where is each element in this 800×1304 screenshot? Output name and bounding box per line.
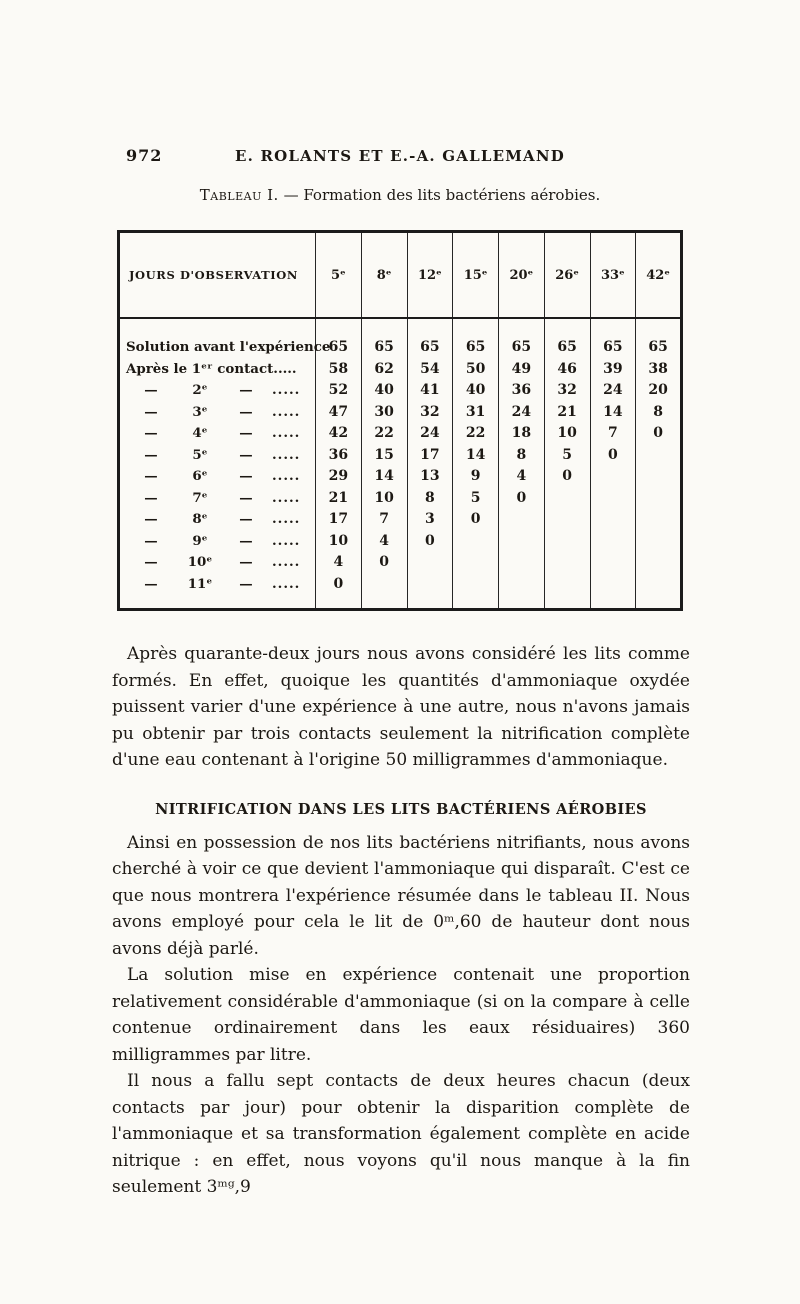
value-cell: 22 — [453, 423, 499, 445]
table-row — [119, 509, 682, 531]
label-part: — — [239, 511, 253, 527]
label-part: ..... — [272, 425, 301, 441]
value-cell: 0 — [636, 423, 682, 445]
label-part: ..... — [272, 511, 301, 527]
value-cell — [636, 466, 682, 488]
value-cell — [590, 488, 636, 510]
value-cell — [636, 531, 682, 553]
label-part: ..... — [272, 446, 301, 463]
contact-ordinal: 8ᵉ — [192, 511, 208, 527]
row-label — [119, 380, 316, 402]
contact-ordinal: 2ᵉ — [192, 382, 208, 398]
label-part: — — [144, 425, 158, 441]
col-header-observation-days: JOURS D'OBSERVATION — [129, 268, 298, 282]
value-cell: 4 — [361, 531, 407, 553]
value-cell: 65 — [361, 318, 407, 359]
table-row — [119, 445, 682, 467]
contact-ordinal: 9ᵉ — [192, 532, 208, 549]
value-cell: 10 — [316, 531, 362, 553]
label-part: — — [144, 382, 158, 398]
value-cell — [453, 574, 499, 610]
contact-ordinal: 5ᵉ — [192, 446, 208, 463]
label-part: ..... — [272, 554, 301, 570]
label-part: — — [239, 382, 253, 398]
value-cell: 30 — [361, 402, 407, 424]
contact-ordinal: 3ᵉ — [192, 403, 208, 420]
label-part: — — [239, 468, 253, 484]
row-label: Solution avant l'expérience — [126, 339, 331, 355]
contact-ordinal: 6ᵉ — [192, 468, 208, 484]
paragraph-nitrification-1: Ainsi en possession de nos lits bactériens nitrifiants, nous avons cherché à voir ce que devient l'ammoniaque qui disparaît. C'est ce que nous montrera l'expérience résumée dans le tableau II. Nous avons employé pour cela le lit de 0ᵐ,60 de hauteur dont nous avons déjà parlé. — [112, 832, 690, 959]
value-cell: 14 — [590, 402, 636, 424]
row-label — [119, 402, 316, 424]
value-cell: 50 — [453, 359, 499, 381]
value-cell: 14 — [453, 445, 499, 467]
value-cell: 46 — [544, 359, 590, 381]
value-cell: 22 — [361, 423, 407, 445]
value-cell: 65 — [544, 318, 590, 359]
value-cell: 5 — [544, 445, 590, 467]
page-number: 972 — [126, 146, 163, 165]
value-cell: 0 — [499, 488, 545, 510]
value-cell: 47 — [316, 402, 362, 424]
value-cell: 20 — [636, 380, 682, 402]
value-cell: 0 — [316, 574, 362, 610]
label-part: ..... — [272, 575, 301, 592]
value-cell: 21 — [544, 402, 590, 424]
label-part: — — [239, 532, 253, 549]
paragraph-nitrification-3: Il nous a fallu sept contacts de deux heures chacun (deux contacts par jour) pour obtenir la disparition complète de l'ammoniaque et sa transformation également complète en acide nitrique : en effet, nous voyons qu'il nous manque à la fin seulement 3ᵐᵍ,9 — [112, 1071, 690, 1197]
value-cell: 4 — [499, 466, 545, 488]
value-cell: 0 — [453, 509, 499, 531]
table-row — [119, 488, 682, 510]
table-row — [119, 531, 682, 553]
table-row — [119, 423, 682, 445]
value-cell: 65 — [316, 318, 362, 359]
label-part: ..... — [272, 382, 301, 398]
label-part: — — [144, 511, 158, 527]
table-row — [119, 402, 682, 424]
value-cell: 32 — [544, 380, 590, 402]
label-part: — — [239, 575, 253, 592]
value-cell: 9 — [453, 466, 499, 488]
value-cell: 65 — [407, 318, 453, 359]
table-row — [119, 359, 682, 381]
row-label — [119, 531, 316, 553]
value-cell — [407, 552, 453, 574]
value-cell: 36 — [316, 445, 362, 467]
value-cell: 65 — [499, 318, 545, 359]
contact-ordinal: 7ᵉ — [192, 489, 208, 506]
col-header-day: 15ᵉ — [453, 232, 499, 319]
col-header-day: 12ᵉ — [407, 232, 453, 319]
table-row — [119, 574, 682, 610]
value-cell: 24 — [407, 423, 453, 445]
value-cell: 7 — [361, 509, 407, 531]
value-cell: 8 — [499, 445, 545, 467]
value-cell: 0 — [407, 531, 453, 553]
value-cell — [544, 488, 590, 510]
value-cell: 10 — [361, 488, 407, 510]
value-cell — [636, 488, 682, 510]
value-cell: 29 — [316, 466, 362, 488]
label-part: ..... — [272, 468, 301, 484]
label-part: — — [144, 403, 158, 420]
table-caption-text: — Formation des lits bactériens aérobies. — [278, 186, 601, 204]
page-header — [112, 146, 688, 170]
value-cell: 39 — [590, 359, 636, 381]
value-cell: 15 — [361, 445, 407, 467]
value-cell — [636, 509, 682, 531]
value-cell: 8 — [407, 488, 453, 510]
value-cell — [544, 574, 590, 610]
value-cell — [361, 574, 407, 610]
value-cell: 65 — [636, 318, 682, 359]
value-cell: 14 — [361, 466, 407, 488]
value-cell: 65 — [590, 318, 636, 359]
row-label — [119, 423, 316, 445]
value-cell: 49 — [499, 359, 545, 381]
label-part: — — [144, 446, 158, 463]
row-label — [119, 466, 316, 488]
table-body — [119, 318, 682, 610]
label-part: — — [239, 425, 253, 441]
value-cell — [590, 466, 636, 488]
value-cell — [590, 531, 636, 553]
label-part: — — [239, 446, 253, 463]
value-cell — [636, 552, 682, 574]
label-part: — — [144, 489, 158, 506]
contact-ordinal: 4ᵉ — [192, 425, 208, 441]
value-cell: 40 — [361, 380, 407, 402]
label-part: — — [239, 403, 253, 420]
col-header-day: 26ᵉ — [544, 232, 590, 319]
label-part: — — [239, 489, 253, 506]
value-cell: 65 — [453, 318, 499, 359]
value-cell: 0 — [361, 552, 407, 574]
value-cell — [636, 445, 682, 467]
label-part: — — [144, 575, 158, 592]
value-cell: 24 — [590, 380, 636, 402]
value-cell: 4 — [316, 552, 362, 574]
label-part: ..... — [272, 489, 301, 506]
value-cell: 13 — [407, 466, 453, 488]
table-header-row — [119, 232, 682, 319]
value-cell — [499, 552, 545, 574]
value-cell: 31 — [453, 402, 499, 424]
value-cell: 40 — [453, 380, 499, 402]
body-text — [112, 641, 690, 1201]
value-cell — [636, 574, 682, 610]
row-label — [119, 488, 316, 510]
value-cell: 8 — [636, 402, 682, 424]
value-cell — [544, 552, 590, 574]
paragraph-nitrification-2: La solution mise en expérience contenait une proportion relativement considérable d'ammoniaque (si on la compare à celle contenue ordinairement dans les eaux résiduaires) 360 milligrammes par litre. — [112, 965, 690, 1065]
value-cell: 0 — [590, 445, 636, 467]
table-row — [119, 466, 682, 488]
row-label — [119, 574, 316, 610]
value-cell: 41 — [407, 380, 453, 402]
label-part: — — [239, 554, 253, 570]
value-cell: 32 — [407, 402, 453, 424]
value-cell — [544, 509, 590, 531]
paragraph-after-table: Après quarante-deux jours nous avons considéré les lits comme formés. En effet, quoique les quantités d'ammoniaque oxydée puissent varier d'une expérience à une autre, nous n'avons jamais pu obtenir par trois contacts seulement la nitrification complète d'une eau contenant à l'origine 50 milligrammes d'ammoniaque. — [112, 644, 690, 770]
value-cell — [499, 531, 545, 553]
table-row — [119, 552, 682, 574]
value-cell: 21 — [316, 488, 362, 510]
value-cell — [590, 509, 636, 531]
table-row — [119, 380, 682, 402]
row-label — [119, 552, 316, 574]
label-part: — — [144, 532, 158, 549]
table-row — [119, 318, 682, 359]
value-cell: 36 — [499, 380, 545, 402]
value-cell — [407, 574, 453, 610]
col-header-day: 33ᵉ — [590, 232, 636, 319]
col-header-day: 42ᵉ — [636, 232, 682, 319]
row-label — [119, 445, 316, 467]
value-cell: 18 — [499, 423, 545, 445]
value-cell: 3 — [407, 509, 453, 531]
value-cell: 0 — [544, 466, 590, 488]
col-header-day: 8ᵉ — [361, 232, 407, 319]
value-cell: 62 — [361, 359, 407, 381]
value-cell: 54 — [407, 359, 453, 381]
table-caption — [112, 186, 688, 208]
label-part: ..... — [272, 532, 301, 549]
table-caption-label: Tableau I. — [199, 186, 279, 204]
row-label: Après le 1ᵉʳ contact..... — [126, 360, 297, 377]
value-cell: 5 — [453, 488, 499, 510]
contact-ordinal: 11ᵉ — [187, 575, 213, 592]
running-title: E. ROLANTS ET E.-A. GALLEMAND — [234, 147, 566, 165]
value-cell: 17 — [407, 445, 453, 467]
value-cell: 10 — [544, 423, 590, 445]
value-cell: 52 — [316, 380, 362, 402]
value-cell: 24 — [499, 402, 545, 424]
value-cell: 17 — [316, 509, 362, 531]
value-cell: 7 — [590, 423, 636, 445]
col-header-day: 5ᵉ — [316, 232, 362, 319]
section-heading: NITRIFICATION DANS LES LITS BACTÉRIENS AÉROBIES — [155, 800, 647, 818]
value-cell — [544, 531, 590, 553]
contact-ordinal: 10ᵉ — [187, 554, 213, 570]
value-cell: 38 — [636, 359, 682, 381]
value-cell: 58 — [316, 359, 362, 381]
value-cell — [590, 574, 636, 610]
label-part: — — [144, 554, 158, 570]
label-part: ..... — [272, 403, 301, 420]
value-cell — [453, 531, 499, 553]
value-cell — [499, 509, 545, 531]
value-cell — [590, 552, 636, 574]
row-label — [119, 509, 316, 531]
table-head — [119, 232, 682, 319]
col-header-day: 20ᵉ — [499, 232, 545, 319]
value-cell: 42 — [316, 423, 362, 445]
value-cell — [499, 574, 545, 610]
observation-table — [117, 230, 683, 611]
value-cell — [453, 552, 499, 574]
label-part: — — [144, 468, 158, 484]
